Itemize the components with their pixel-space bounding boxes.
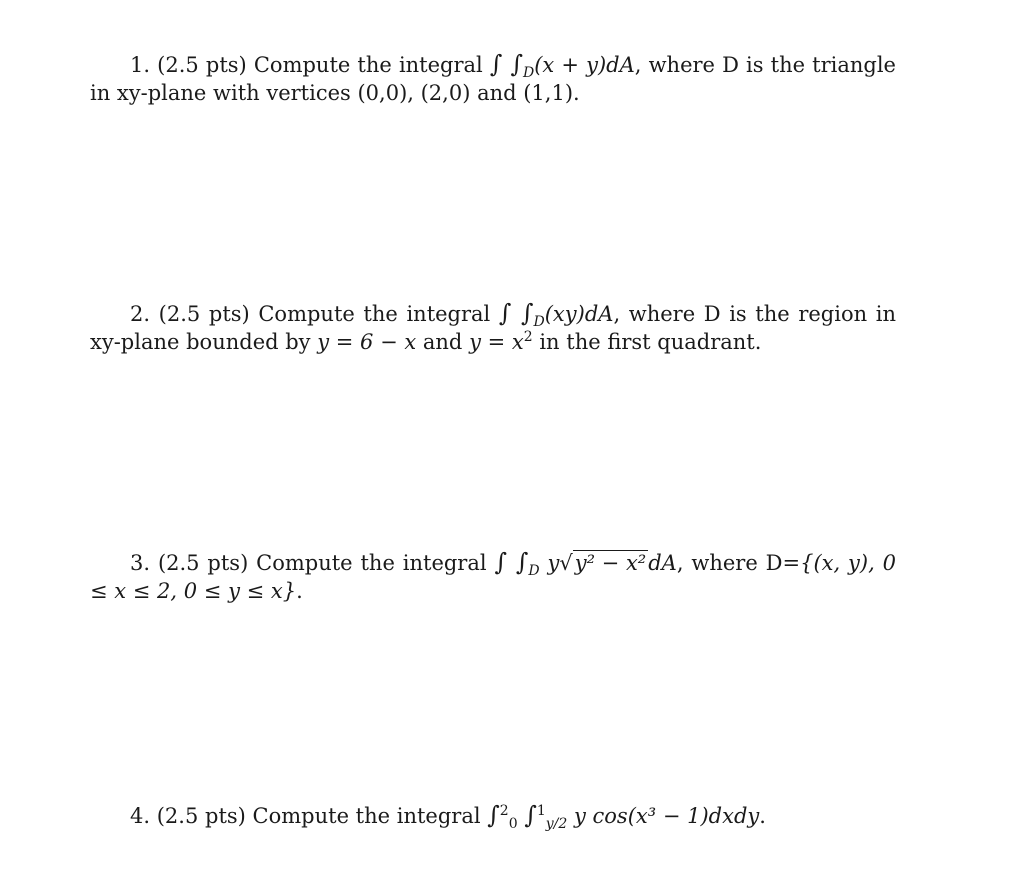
inner-upper-limit: 1 <box>536 803 546 819</box>
problem-2 <box>90 299 896 356</box>
problem-lead: Compute the integral <box>258 302 491 326</box>
integrand: y cos(x³ − 1)dxdy <box>573 804 760 828</box>
integrand: (x + y)dA <box>534 53 635 77</box>
problem-lead: Compute the integral <box>252 804 481 828</box>
problem-lead: Compute the integral <box>253 53 483 77</box>
problem-tail-b: in the first quadrant. <box>539 330 762 354</box>
problem-points: (2.5 pts) <box>157 551 249 575</box>
problem-3-text <box>90 548 896 605</box>
inner-lower-limit: y/2 <box>545 816 568 833</box>
domain-set: {(x, y), 0 ≤ x ≤ 2, 0 ≤ y ≤ x} <box>90 551 897 603</box>
integrand: (xy)dA <box>544 302 614 326</box>
curve-2-exponent: 2 <box>523 329 533 345</box>
problem-1 <box>90 50 896 107</box>
domain-subscript: D <box>523 65 535 82</box>
problem-number: 1. <box>130 53 151 77</box>
outer-integral-sign: ∫ <box>487 801 500 829</box>
domain-subscript: D <box>528 563 540 580</box>
radical-sign-icon: √ <box>559 551 573 575</box>
double-integral-sign: ∫ ∫ <box>494 548 529 576</box>
post-sqrt: dA <box>648 551 677 575</box>
problem-1-text <box>90 50 896 107</box>
inner-integral-sign: ∫ <box>524 801 537 829</box>
square-root <box>559 549 648 577</box>
problem-number: 2. <box>130 302 151 326</box>
problem-points: (2.5 pts) <box>157 53 247 77</box>
problem-points: (2.5 pts) <box>156 804 246 828</box>
problem-tail: . <box>759 804 766 828</box>
problem-4 <box>90 801 896 833</box>
and-word: and <box>422 330 463 354</box>
double-integral-sign: ∫ ∫ <box>498 299 534 327</box>
problem-tail-a: , where D is the region in xy-plane bounded by <box>90 302 896 354</box>
problem-3 <box>90 548 896 605</box>
problem-2-text <box>90 299 896 356</box>
problem-tail-b: . <box>296 579 303 603</box>
problem-number: 4. <box>130 804 151 828</box>
domain-subscript: D <box>533 314 545 331</box>
problem-tail-a: , where D= <box>676 551 801 575</box>
problem-4-text <box>90 801 896 833</box>
double-integral-sign: ∫ ∫ <box>489 50 523 78</box>
radicand: y² − x² <box>574 551 647 575</box>
curve-1: y = 6 − x <box>317 330 417 354</box>
problem-number: 3. <box>130 551 151 575</box>
problem-tail: , where D is the triangle in xy-plane with vertices (0,0), (2,0) and (1,1). <box>90 53 896 105</box>
outer-lower-limit: 0 <box>508 816 518 833</box>
outer-upper-limit: 2 <box>499 803 509 819</box>
problem-lead: Compute the integral <box>256 551 487 575</box>
pre-sqrt-factor: y <box>547 551 560 575</box>
curve-2: y = x <box>469 330 524 354</box>
problem-points: (2.5 pts) <box>158 302 250 326</box>
